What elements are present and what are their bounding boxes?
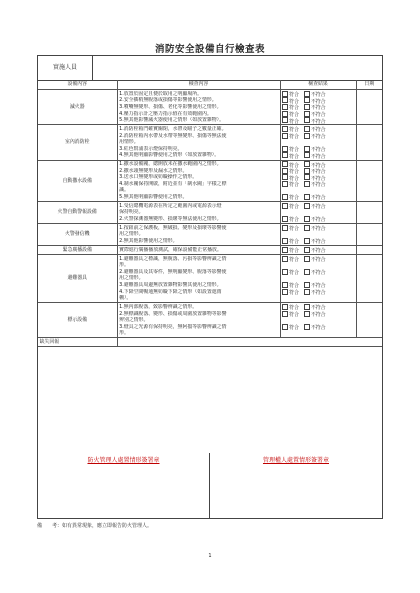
pass-label: 符合 [289,204,299,211]
result-line [282,152,354,159]
result-cell [280,160,356,202]
fail-option[interactable] [304,217,326,223]
fail-label: 不符合 [310,283,326,290]
fail-option[interactable] [304,134,326,140]
pass-label: 符合 [289,248,299,255]
fail-option[interactable] [304,195,326,201]
result-line [282,133,354,140]
pass-label: 符合 [289,147,299,154]
pass-checkbox[interactable] [282,174,288,180]
result-line [282,304,354,311]
header-equipment: 設備內容 [38,80,117,90]
pass-option[interactable] [282,248,299,254]
pass-label: 符合 [289,118,299,125]
check-line: 1.按鈕前之保護板，無破損、變形及損壞等影響使 [119,224,227,231]
fail-label: 不符合 [310,127,326,134]
check-line: 5.無其他明顯影響使用之情形。 [119,194,188,201]
result-line [282,91,354,98]
check-items [117,125,280,160]
pass-checkbox[interactable] [282,238,288,244]
fail-label: 不符合 [310,147,326,154]
check-line: 3.噴嘴無變形、損傷、老化等影響使用之情形。 [119,103,222,110]
result-line [282,97,354,104]
fail-label: 不符合 [310,111,326,118]
fail-label: 不符合 [310,92,326,99]
check-line: 保持明亮。 [119,209,144,216]
check-line: 3.送水口無變形或妨礙操作之情形。 [119,174,198,181]
check-items [117,90,280,125]
deficiency-row [38,338,382,347]
check-line: 1.無內部脫落，致影響辨識之情形。 [119,303,198,310]
fail-label: 不符合 [310,204,326,211]
result-line [282,225,354,232]
check-line: 2.安全插梢無脫落或損傷等影響使用之情形。 [119,97,217,104]
pass-option[interactable] [282,154,299,160]
check-line: 2.無其他影響使用之情形。 [119,238,178,244]
pass-option[interactable] [282,182,299,188]
equipment-name: 火警自動警報設備 [38,202,117,224]
fail-checkbox[interactable] [304,304,310,310]
check-items [117,303,280,338]
remarks-note: 備 考：如有異常現象，應立即報告防火管理人。 [37,523,153,529]
fail-checkbox[interactable] [304,282,310,288]
check-line: 棚）。 [119,295,132,302]
signature-area [38,453,382,518]
pass-checkbox[interactable] [282,117,288,123]
pass-label: 符合 [289,175,299,182]
pass-checkbox[interactable] [282,225,288,231]
check-line: 實際進行廣播播放測試，確保設備能正常播放。 [119,246,222,253]
check-line: 4.壓力指示計之壓力指示值在有效範圍內。 [119,110,212,117]
fail-checkbox[interactable] [304,181,310,187]
result-line [282,247,354,254]
result-line [282,269,354,276]
fail-option[interactable] [304,270,326,276]
fire-manager-signature-box[interactable] [38,453,210,518]
fail-label: 不符合 [310,305,326,312]
equipment-name: 火警發信機 [38,224,117,246]
pass-label: 符合 [289,305,299,312]
pass-option[interactable] [282,119,299,125]
check-line: 形。 [119,330,129,337]
pass-checkbox[interactable] [282,256,288,262]
fail-label: 不符合 [310,311,326,318]
fail-label: 不符合 [310,175,326,182]
date-cell[interactable] [356,90,382,125]
date-cell[interactable] [356,303,382,338]
check-items [117,202,280,224]
header-check: 檢查內容 [117,80,280,90]
fail-label: 不符合 [310,162,326,169]
form-title: 消防安全設備自行檢查表 [154,44,265,55]
section-row [38,246,382,255]
result-line [282,231,354,238]
check-line: 3.紅色幫浦表示燈保持明亮。 [119,145,183,152]
fail-checkbox[interactable] [304,269,310,275]
result-line [282,174,354,181]
equipment-name: 自動撒水設備 [38,160,117,202]
pass-option[interactable] [282,270,299,276]
pass-checkbox[interactable] [282,203,288,209]
date-cell[interactable] [356,202,382,224]
check-items [117,160,280,202]
result-line [282,282,354,289]
pass-label: 符合 [289,92,299,99]
check-line: 4.下降空間暢通無妨礙下降之情形（如設置遮雨 [119,288,222,295]
fail-label: 不符合 [310,182,326,189]
fail-label: 不符合 [310,133,326,140]
date-cell[interactable] [356,246,382,255]
pass-label: 符合 [289,111,299,118]
fail-checkbox[interactable] [304,324,310,330]
pass-option[interactable] [282,312,299,318]
check-line: 3.燈具之光源有保持明亮，無阿擋等影響辨識之情 [119,323,227,330]
date-cell[interactable] [356,160,382,202]
pass-label: 符合 [289,162,299,169]
check-line: 3.避難器具周邊無放置雜物影響其使用之情形。 [119,281,222,288]
result-line [282,139,354,146]
pass-checkbox[interactable] [282,304,288,310]
check-line: 2.無標識脫落、變形、損傷或周圍放置雜物等影響 [119,310,227,317]
pass-label: 符合 [289,153,299,160]
check-items [117,246,280,255]
pass-label: 符合 [289,270,299,277]
result-cell [280,90,356,125]
result-line [282,275,354,282]
pass-label: 符合 [289,98,299,105]
result-line [282,181,354,188]
pass-checkbox[interactable] [282,146,288,152]
pass-checkbox[interactable] [282,91,288,97]
equipment-name: 滅火器 [38,90,117,125]
pass-option[interactable] [282,325,299,331]
fail-label: 不符合 [310,256,326,263]
fail-option[interactable] [304,204,326,210]
pass-checkbox[interactable] [282,111,288,117]
header-result: 檢查結果 [280,80,356,90]
fail-label: 不符合 [310,325,326,332]
page-number: 1 [208,553,212,559]
fail-option[interactable] [304,182,326,188]
pass-label: 符合 [289,289,299,296]
pass-checkbox[interactable] [282,247,288,253]
result-line [282,146,354,153]
pass-checkbox[interactable] [282,104,288,110]
pass-label: 符合 [289,195,299,202]
check-line: 4.無其他明顯影響使用之情形（如放置雜物）。 [119,152,220,159]
fail-label: 不符合 [310,270,326,277]
result-cell [280,246,356,255]
fail-checkbox[interactable] [304,104,310,110]
fail-checkbox[interactable] [304,203,310,209]
section-row [38,303,382,338]
pass-checkbox[interactable] [282,161,288,167]
fail-checkbox[interactable] [304,111,310,117]
result-line [282,209,354,216]
fail-label: 不符合 [310,98,326,105]
fail-checkbox[interactable] [304,126,310,132]
equipment-name: 避難器具 [38,254,117,302]
result-line [282,289,354,296]
date-cell[interactable] [356,254,382,302]
fail-checkbox[interactable] [304,146,310,152]
date-cell[interactable] [356,125,382,160]
result-line [282,295,354,302]
pass-label: 符合 [289,256,299,263]
fail-label: 不符合 [310,195,326,202]
fail-checkbox[interactable] [304,97,310,103]
result-line [282,187,354,194]
fail-checkbox[interactable] [304,289,310,295]
pass-checkbox[interactable] [282,194,288,200]
result-line [282,324,354,331]
check-line: 識。 [119,187,129,194]
fail-checkbox[interactable] [304,216,310,222]
deficiency-label: 缺失回報 [38,338,117,347]
fail-option[interactable] [304,248,326,254]
result-cell [280,202,356,224]
result-line [282,317,354,324]
check-line: 2.撒水頭無變形及漏水之情形。 [119,167,188,174]
pass-label: 符合 [289,133,299,140]
check-line: 1.避難器具之標識，無脫落、污損等影響辨識之情 [119,255,227,262]
result-line [282,238,354,245]
fail-checkbox[interactable] [304,225,310,231]
result-cell [280,303,356,338]
pass-label: 符合 [289,226,299,233]
fail-label: 不符合 [310,239,326,246]
pass-option[interactable] [282,204,299,210]
check-items [117,224,280,246]
staff-row [38,56,382,81]
fail-checkbox[interactable] [304,133,310,139]
fail-option[interactable] [304,312,326,318]
equipment-name: 室內消防栓 [38,125,117,160]
pass-label: 符合 [289,169,299,176]
pass-checkbox[interactable] [282,126,288,132]
fail-checkbox[interactable] [304,256,310,262]
fail-label: 不符合 [310,118,326,125]
fail-label: 不符合 [310,153,326,160]
check-line: 1.消防栓箱門確實關閉，水帶及瞄子之數量正確。 [119,125,227,132]
fail-label: 不符合 [310,289,326,296]
header-row [38,80,382,90]
check-line: 辨別之情形。 [119,317,149,324]
pass-checkbox[interactable] [282,152,288,158]
pass-checkbox[interactable] [282,269,288,275]
pass-option[interactable] [282,195,299,201]
fire-manager-signature-label: 防火管理人處置情形簽署章 [87,457,160,464]
result-cell [280,125,356,160]
inspection-form [37,55,383,519]
pass-label: 符合 [289,239,299,246]
result-line [282,126,354,133]
result-line [282,117,354,124]
pass-option[interactable] [282,290,299,296]
fail-checkbox[interactable] [304,152,310,158]
fail-option[interactable] [304,154,326,160]
check-line: 1.受信總機電源表在所定之範圍內或電源表示燈 [119,202,222,209]
check-line: 5.無其他影響滅火器使用之情形（如放置雜物）。 [119,117,225,124]
fail-checkbox[interactable] [304,161,310,167]
fail-label: 不符合 [310,217,326,224]
pass-checkbox[interactable] [282,97,288,103]
date-cell[interactable] [356,224,382,246]
pass-checkbox[interactable] [282,181,288,187]
result-line [282,256,354,263]
pass-checkbox[interactable] [282,289,288,295]
section-row [38,160,382,202]
fail-label: 不符合 [310,169,326,176]
check-line: 用之情形。 [119,231,144,238]
fail-checkbox[interactable] [304,117,310,123]
pass-checkbox[interactable] [282,168,288,174]
checklist-table [38,80,382,347]
check-line: 2.避難器具及其零件，無明顯變形、脫落等影響使 [119,268,227,275]
section-row [38,224,382,246]
check-items [117,254,280,302]
header-date: 日期 [356,80,382,90]
section-row [38,90,382,125]
fail-option[interactable] [304,226,326,232]
pass-option[interactable] [282,239,299,245]
fail-checkbox[interactable] [304,168,310,174]
equipment-name: 緊急廣播設備 [38,246,117,255]
pass-option[interactable] [282,257,299,263]
fail-checkbox[interactable] [304,247,310,253]
section-row [38,202,382,224]
pass-label: 符合 [289,217,299,224]
check-line: 2.火警探測器無變形、損壞等無法使用之情形。 [119,216,222,223]
pass-label: 符合 [289,325,299,332]
fail-option[interactable] [304,290,326,296]
fail-label: 不符合 [310,105,326,112]
fail-option[interactable] [304,119,326,125]
result-cell [280,254,356,302]
result-cell [280,224,356,246]
fail-checkbox[interactable] [304,91,310,97]
check-line: 2.消防栓箱內水帶及水帶等無變形、損傷等無法使 [119,132,227,139]
result-line [282,161,354,168]
pass-label: 符合 [289,283,299,290]
check-line: 4.制水閥保持開啟，附近並有「制水閥」字樣之標 [119,180,227,187]
result-line [282,262,354,269]
result-line [282,216,354,223]
pass-checkbox[interactable] [282,282,288,288]
result-line [282,104,354,111]
check-line: 用之情形。 [119,275,144,282]
deficiency-field[interactable] [117,338,382,347]
fail-checkbox[interactable] [304,311,310,317]
pass-checkbox[interactable] [282,324,288,330]
fail-checkbox[interactable] [304,194,310,200]
fail-label: 不符合 [310,248,326,255]
result-line [282,168,354,175]
fail-option[interactable] [304,325,326,331]
pass-label: 符合 [289,311,299,318]
pass-option[interactable] [282,217,299,223]
result-line [282,194,354,201]
check-line: 1.放置於固定且便於取用之明顯場所。 [119,90,203,97]
result-line [282,203,354,210]
equipment-name: 標示設備 [38,303,117,338]
management-signature-label: 管理權人處置情形簽署章 [262,457,329,464]
fail-option[interactable] [304,239,326,245]
fail-label: 不符合 [310,226,326,233]
fail-checkbox[interactable] [304,174,310,180]
pass-label: 符合 [289,127,299,134]
pass-option[interactable] [282,134,299,140]
section-row [38,125,382,160]
result-line [282,311,354,318]
staff-label: 實施人員 [38,56,93,80]
pass-label: 符合 [289,105,299,112]
management-signature-box[interactable] [210,453,382,518]
result-line [282,330,354,337]
pass-checkbox[interactable] [282,133,288,139]
pass-label: 符合 [289,182,299,189]
section-row [38,254,382,302]
pass-option[interactable] [282,226,299,232]
check-line: 1.撒水設備閥，總開放未在撒水範圍內之情形。 [119,161,222,168]
check-line: 用情形。 [119,139,139,146]
fail-checkbox[interactable] [304,238,310,244]
pass-checkbox[interactable] [282,216,288,222]
check-line: 形。 [119,262,129,269]
fail-option[interactable] [304,257,326,263]
pass-checkbox[interactable] [282,311,288,317]
result-line [282,111,354,118]
